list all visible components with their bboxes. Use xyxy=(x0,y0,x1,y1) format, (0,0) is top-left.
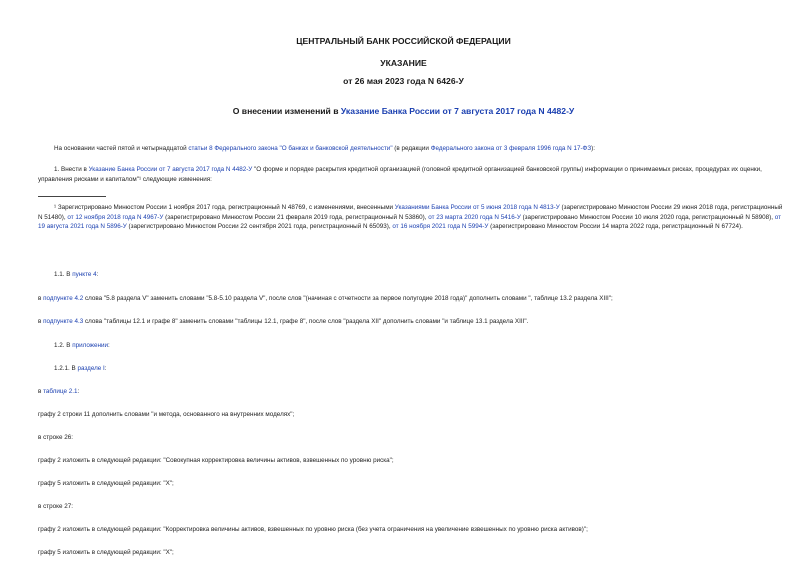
text-segment: (зарегистрировано Минюстом России 14 марта 2022 года, регистрационный N 67724). xyxy=(488,223,743,231)
text-segment: "О форме и порядке раскрытия кредитной организацией (головной кредитной организацией банковской группы) информации о принимаемых рисках, процедурах их оценки, управления рисками и капиталом" xyxy=(38,166,762,183)
text-segment: 1.2.1. В xyxy=(54,365,78,372)
paragraph-1-1-b xyxy=(38,317,785,327)
document-date-number: от 26 мая 2023 года N 6426-У xyxy=(343,76,464,86)
text-segment: : xyxy=(108,342,110,349)
text-segment: 1.1. В xyxy=(54,271,73,278)
text-segment: : xyxy=(77,388,80,395)
document-link[interactable]: таблице 2.1 xyxy=(43,388,78,395)
text-segment: графу 2 строки 11 дополнить словами "и метода, основанного на внутренних моделях"; xyxy=(38,411,295,418)
text-segment: в xyxy=(38,318,44,325)
text-segment: (зарегистрировано Минюстом России 21 февраля 2019 года, регистрационный N 53860), xyxy=(163,213,429,221)
document-link[interactable]: приложении xyxy=(72,342,109,349)
footnote-separator xyxy=(38,196,106,197)
document-type: УКАЗАНИЕ xyxy=(380,58,427,68)
text-segment: ¹ Зарегистрировано Минюстом России 1 ноября 2017 года, регистрационный N 48769, с изменениями, внесенными xyxy=(54,204,395,211)
text-segment: слова "таблицы 12.1 и графе 8" заменить словами "таблицы 12.1, графе 8", после слов "раздела XII" дополнить словами "и таблице 13.1 раздела XIII". xyxy=(83,318,529,325)
paragraph-row-26-col2 xyxy=(38,456,785,466)
text-segment: графу 2 изложить в следующей редакции: "Корректировка величины активов, взвешенных по уровню риска (без учета ограничения на увеличение взвешенных по уровню риска активов)"; xyxy=(38,526,588,533)
document-link[interactable]: от 12 ноября 2018 года N 4967-У xyxy=(67,213,164,221)
text-segment: 1.2. В xyxy=(54,342,73,349)
text-segment: слова "5.8 раздела V" заменить словами "5.8-5.10 раздела V", после слов "(начиная с отчетности за первое полугодие 2018 года)" дополнить словами ", таблице 13.2 раздела XIII"; xyxy=(83,295,613,302)
text-segment: : xyxy=(96,271,99,278)
document-link[interactable]: разделе I xyxy=(77,365,105,372)
document-subject xyxy=(0,106,807,116)
text-segment: графу 2 изложить в следующей редакции: "Совокупная корректировка величины активов, взвешенных по уровню риска"; xyxy=(38,457,394,464)
document-link[interactable]: подпункте 4.3 xyxy=(43,318,84,325)
text-segment: графу 5 изложить в следующей редакции: "X"; xyxy=(38,549,174,556)
paragraph-item-1 xyxy=(38,165,785,184)
subject-link[interactable]: Указание Банка России от 7 августа 2017 года N 4482-У xyxy=(340,106,575,116)
paragraph-basis xyxy=(38,144,785,154)
text-segment: (зарегистрировано Минюстом России 29 июня 2018 года, регистрационный N 51480), xyxy=(38,204,783,221)
paragraph-table-2-1 xyxy=(38,387,785,397)
document-link[interactable]: статьи 8 Федерального закона "О банках и банковской деятельности" xyxy=(188,145,393,152)
text-segment: графу 5 изложить в следующей редакции: "X"; xyxy=(38,480,174,487)
text-segment: в xyxy=(38,388,44,395)
paragraph-row-27 xyxy=(38,502,785,512)
footnote-text xyxy=(38,203,785,232)
text-segment: (зарегистрировано Минюстом России 10 июля 2020 года, регистрационный N 58908), xyxy=(520,213,775,221)
issuer-title: ЦЕНТРАЛЬНЫЙ БАНК РОССИЙСКОЙ ФЕДЕРАЦИИ xyxy=(296,36,511,46)
paragraph-1-2 xyxy=(38,341,785,351)
paragraph-1-2-1 xyxy=(38,364,785,374)
document-link[interactable]: от 16 ноября 2021 года N 5994-У xyxy=(392,223,489,231)
paragraph-row-27-col2 xyxy=(38,525,785,535)
text-segment: (в редакции xyxy=(392,145,431,152)
text-segment: 1. Внести в xyxy=(54,166,89,173)
paragraph-row-26 xyxy=(38,433,785,443)
document-link[interactable]: Указание Банка России от 7 августа 2017 года N 4482-У xyxy=(88,166,253,173)
document-link[interactable]: Указаниями Банка России от 5 июня 2018 года N 4813-У xyxy=(394,204,560,211)
document-link[interactable]: подпункте 4.2 xyxy=(43,295,84,302)
paragraph-row-11 xyxy=(38,410,785,420)
text-segment: (зарегистрировано Минюстом России 22 сентября 2021 года, регистрационный N 65093), xyxy=(126,223,393,231)
document-link[interactable]: Федерального закона от 3 февраля 1996 года N 17-ФЗ xyxy=(430,145,592,152)
text-segment: в строке 27: xyxy=(38,503,73,510)
text-segment: в строке 26: xyxy=(38,434,73,441)
text-segment: следующие изменения: xyxy=(141,175,212,183)
text-segment: ): xyxy=(591,145,595,152)
text-segment: : xyxy=(104,365,107,372)
document-link[interactable]: от 19 августа 2021 года N 5896-У xyxy=(38,213,781,231)
paragraph-row-26-col5 xyxy=(38,479,785,489)
paragraph-row-27-col5 xyxy=(38,548,785,558)
document-link[interactable]: от 23 марта 2020 года N 5416-У xyxy=(428,213,521,221)
subject-prefix: О внесении изменений в xyxy=(232,106,341,116)
paragraph-1-1-a xyxy=(38,294,785,304)
document-link[interactable]: пункте 4 xyxy=(72,271,97,278)
text-segment: На основании частей пятой и четырнадцатой xyxy=(54,145,189,152)
text-segment: ¹ xyxy=(138,175,142,183)
paragraph-1-1 xyxy=(38,270,785,280)
text-segment: в xyxy=(38,295,44,302)
